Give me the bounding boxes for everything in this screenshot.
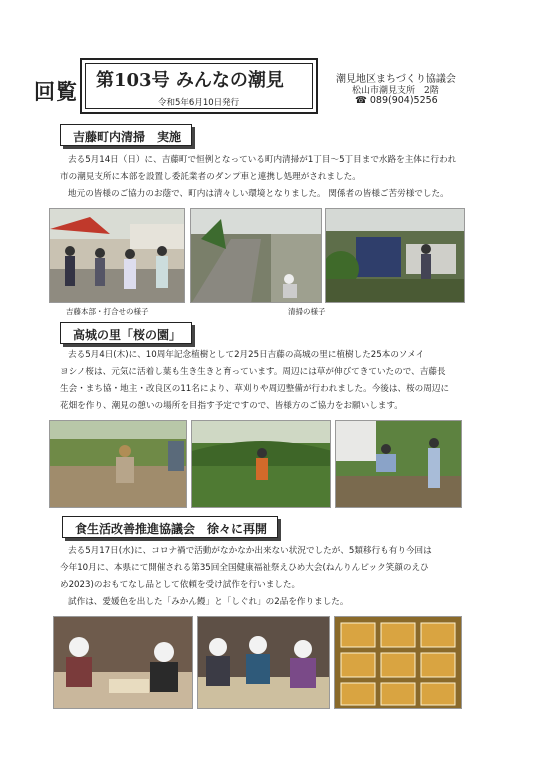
paragraph-line: 市の潮見支所に本部を設置し委託業者のダンプ車と連携し処理がされました。: [60, 172, 361, 182]
photo-cooking-2: [197, 616, 330, 709]
phone-line: [355, 95, 438, 106]
issue-title: 第103号 みんなの潮見: [96, 70, 284, 91]
photo-sweets: [334, 616, 462, 709]
organization-name: 潮見地区まちづくり協議会: [336, 74, 456, 85]
photo-caption: 清掃の様子: [288, 307, 326, 316]
section-heading-cleanup: 吉藤町内清掃 実施: [60, 124, 192, 146]
photo-cooking-1: [53, 616, 193, 709]
paragraph-line: 花畑を作り、潮見の憩いの場所を目指す予定ですので、皆様方のご協力をお願いします。: [60, 401, 403, 411]
photo-cleaning-1: [190, 208, 322, 303]
paragraph-line: 去る5月4日(木)に、10周年記念植樹として2月25日吉藤の高城の里に植樹した25本のソメイ: [68, 350, 425, 360]
photo-mowing-2: [191, 420, 331, 508]
photo-caption: 吉藤本部・打合せの様子: [66, 307, 149, 316]
kairan-label: 回覧: [34, 79, 78, 104]
phone-icon: ☎: [355, 95, 367, 106]
paragraph-line: 去る5月14日（日）に、吉藤町で恒例となっている町内清掃が1丁目～5丁目まで水路を主体に行われ: [68, 155, 457, 165]
section-heading-diet-council: 食生活改善推進協議会 徐々に再開: [62, 516, 278, 538]
paragraph-line: ヨシノ桜は、元気に活着し葉も生き生きと育っています。周辺には草が伸びてきていたので、吉藤長: [60, 367, 446, 377]
paragraph-line: 去る5月17日(水)に、コロナ禍で活動がなかなか出来ない状況でしたが、5類移行も有り今回は: [68, 546, 432, 556]
photo-mowing-1: [49, 420, 187, 508]
photo-mowing-3: [335, 420, 462, 508]
paragraph-line: 試作は、愛媛色を出した「みかん饅」と「しぐれ」の2品を作りました。: [68, 597, 349, 607]
section-heading-sakura: 高城の里「桜の園」: [60, 322, 192, 344]
publish-date: 令和5年6月10日発行: [158, 98, 240, 108]
photo-cleaning-2: [325, 208, 465, 303]
paragraph-line: 今年10月に、本県にて開催される第35回全国健康福祉祭えひめ大会(ねんりんピック笑顔のえひ: [60, 563, 429, 573]
paragraph-line: 生会・まち協・地主・改良区の11名により、草刈りや周辺整備が行われました。今後は、桜の周辺に: [60, 384, 450, 394]
paragraph-line: 地元の皆様のご協力のお蔭で、町内は清々しい環境となりました。 関係者の皆様ご苦労様でした。: [68, 189, 449, 199]
photo-headquarters-meeting: [49, 208, 185, 303]
paragraph-line: め2023)のおもてなし品として依頼を受け試作を行いました。: [60, 580, 301, 590]
phone-number: 089(904)5256: [369, 95, 438, 106]
organization-address: 松山市潮見支所 2階: [352, 86, 439, 96]
